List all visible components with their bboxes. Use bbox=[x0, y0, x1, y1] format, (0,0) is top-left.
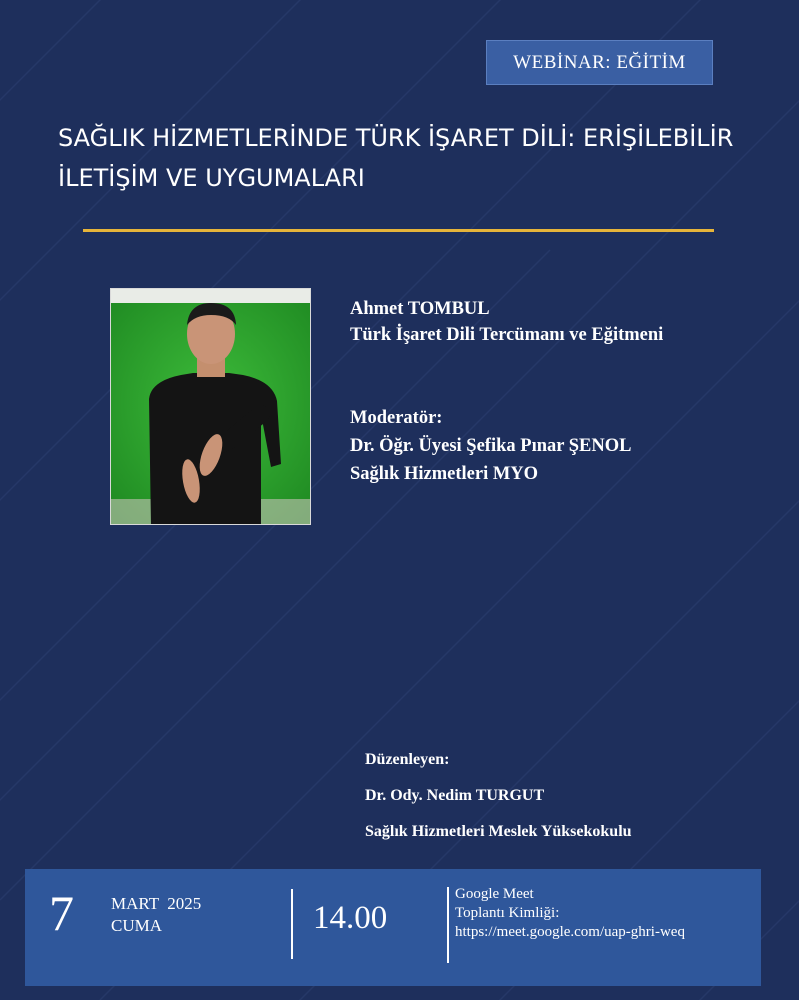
organizer-name: Dr. Ody. Nedim TURGUT bbox=[365, 787, 545, 804]
divider bbox=[447, 887, 449, 963]
speaker-photo bbox=[110, 288, 311, 525]
moderator-heading: Moderatör: bbox=[350, 408, 443, 428]
webinar-badge: WEBİNAR: EĞİTİM bbox=[486, 40, 713, 85]
meeting-info bbox=[455, 885, 685, 942]
event-title bbox=[58, 118, 778, 198]
speaker-role: Türk İşaret Dili Tercümanı ve Eğitmeni bbox=[350, 325, 664, 345]
event-weekday: CUMA bbox=[111, 916, 163, 935]
divider bbox=[291, 889, 293, 959]
meeting-platform: Google Meet bbox=[455, 886, 534, 902]
event-details-bar bbox=[25, 869, 761, 986]
event-time: 14.00 bbox=[313, 900, 388, 936]
event-day: 7 bbox=[49, 885, 74, 941]
meeting-id-label: Toplantı Kimliği: bbox=[455, 905, 560, 921]
speaker-name: Ahmet TOMBUL bbox=[350, 299, 490, 319]
moderator-name: Dr. Öğr. Üyesi Şefika Pınar ŞENOL bbox=[350, 436, 632, 456]
moderator-info bbox=[350, 404, 631, 488]
organizer-heading: Düzenleyen: bbox=[365, 751, 450, 768]
organizer-info bbox=[365, 748, 632, 856]
organizer-unit: Sağlık Hizmetleri Meslek Yüksekokulu bbox=[365, 823, 632, 840]
title-line-1: SAĞLIK HİZMETLERİNDE TÜRK İŞARET DİLİ: ERİŞİLEBİLİR bbox=[58, 124, 734, 152]
speaker-info bbox=[350, 296, 663, 348]
event-month-year: MART 2025 bbox=[111, 894, 202, 913]
title-underline bbox=[83, 229, 714, 232]
title-line-2: İLETİŞİM VE UYGUMALARI bbox=[58, 164, 365, 192]
meeting-link[interactable]: https://meet.google.com/uap-ghri-weq bbox=[455, 924, 685, 940]
moderator-unit: Sağlık Hizmetleri MYO bbox=[350, 464, 539, 484]
